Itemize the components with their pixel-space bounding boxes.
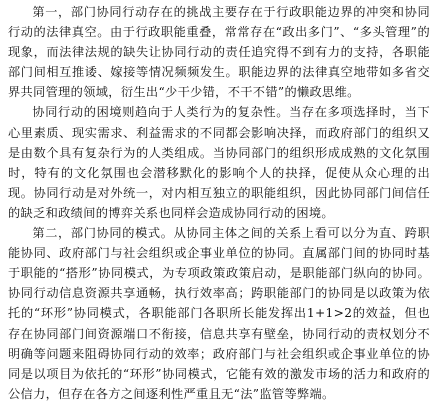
paragraph-challenges: 第一，部门协同行动存在的挑战主要存在于行政职能边界的冲突和协同行动的法律真空。由于行政职能重叠，常常存在“政出多门”、“多头管理”的现象，而法律法规的缺失让协同行动的责任追究得不到有力的支持，各职能部门间相互推诿、嫁接等情况频频发生。职能边界的法律真空地带如多省交界共同管理的领域，衍生出“少干少错，不干不错”的懒政思维。 xyxy=(8,5,430,100)
paragraph-dilemma: 协同行动的困境则趋向于人类行为的复杂性。当存在多项选择时，当下心里素质、现实需求、利益需求的不同都会影响决择，而政府部门的组织又是由数个具有复杂行为的人类组成。当协同部门的组织形成成熟的文化氛围时，特有的文化氛围也会潜移默化的影响个人的抉择，促使从众心理的出现。协同行动是对外统一，对内相互独立的职能组织，因此协同部门间信任的缺乏和政绩间的博弈关系也同样会造成协同行动的困境。 xyxy=(8,105,430,220)
paragraph-modes: 第二，部门协同的模式。从协同主体之间的关系上看可以分为直、跨职能协同、政府部门与社会组织或企事业单位的协同。直属部门间的协同时基于职能的“搭形”协同模式，为专项政策政策启动，是职能部门纵向的协同。协同行动信息资源共享通畅，执行效率高；跨职能部门的协同是以政策为依托的“环形”协同模式，各职能部门各职所长能发挥出1+1>2的效益，但也存在协同部门间资源端口不衔接，信息共享有壁垒，协同行动的责权划分不明确等问题来阻碍协同行动的效率；政府部门与社会组织或企事业单位的协同是以项目为依托的“环形”协同模式，它能有效的激发市场的活力和政府的公信力，但存在各方之间逐利性严重且无“法”监管等弊端。 xyxy=(8,226,430,401)
